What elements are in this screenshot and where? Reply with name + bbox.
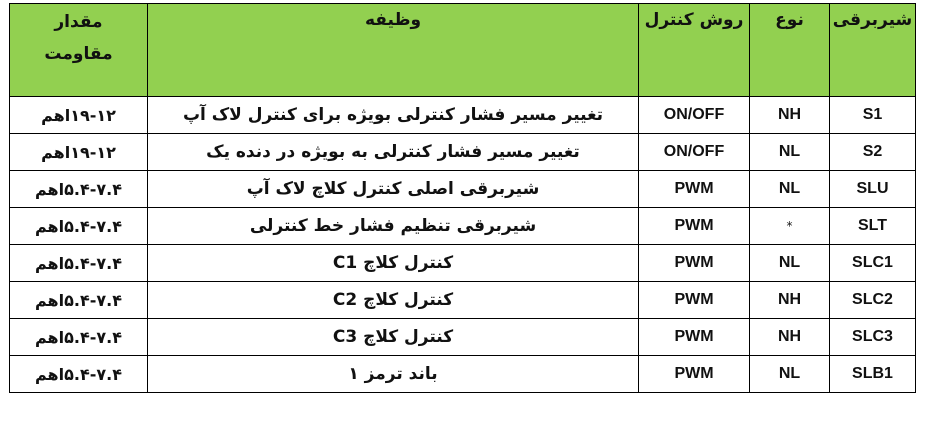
cell-function: تغییر مسیر فشار کنترلی بویژه برای کنترل لاک آپ bbox=[148, 97, 639, 134]
cell-control: ON/OFF bbox=[639, 134, 750, 171]
cell-function: تغییر مسیر فشار کنترلی به بویژه در دنده یک bbox=[148, 134, 639, 171]
header-resistance-line2: مقاومت bbox=[44, 44, 113, 64]
cell-resistance: ۱۹-۱۲اهم bbox=[10, 97, 148, 134]
cell-control: PWM bbox=[639, 171, 750, 208]
cell-control: PWM bbox=[639, 208, 750, 245]
cell-resistance: ۵.۴-۷.۴اهم bbox=[10, 208, 148, 245]
cell-resistance: ۵.۴-۷.۴اهم bbox=[10, 356, 148, 393]
cell-control: PWM bbox=[639, 245, 750, 282]
cell-control: PWM bbox=[639, 356, 750, 393]
cell-resistance: ۱۹-۱۲اهم bbox=[10, 134, 148, 171]
header-type: نوع bbox=[750, 4, 830, 97]
cell-control: ON/OFF bbox=[639, 97, 750, 134]
cell-type: NL bbox=[750, 134, 830, 171]
solenoid-valve-table bbox=[9, 3, 916, 393]
cell-resistance: ۵.۴-۷.۴اهم bbox=[10, 245, 148, 282]
cell-control: PWM bbox=[639, 319, 750, 356]
cell-function: باند ترمز ۱ bbox=[148, 356, 639, 393]
cell-function: کنترل کلاچ C2 bbox=[148, 282, 639, 319]
cell-resistance: ۵.۴-۷.۴اهم bbox=[10, 282, 148, 319]
table-row bbox=[10, 245, 916, 282]
cell-valve: SLC2 bbox=[830, 282, 916, 319]
cell-valve: SLC3 bbox=[830, 319, 916, 356]
header-control-method: روش کنترل bbox=[639, 4, 750, 97]
cell-function: کنترل کلاچ C1 bbox=[148, 245, 639, 282]
solenoid-table-container bbox=[9, 3, 916, 393]
cell-function: شیربرقی اصلی کنترل کلاچ لاک آپ bbox=[148, 171, 639, 208]
table-row bbox=[10, 319, 916, 356]
cell-function: شیربرقی تنظیم فشار خط کنترلی bbox=[148, 208, 639, 245]
header-resistance-line1: مقدار bbox=[54, 12, 103, 32]
cell-valve: SLB1 bbox=[830, 356, 916, 393]
cell-valve: SLU bbox=[830, 171, 916, 208]
table-row bbox=[10, 282, 916, 319]
table-row bbox=[10, 171, 916, 208]
header-valve: شیربرقی bbox=[830, 4, 916, 97]
table-header-row bbox=[10, 4, 916, 97]
cell-valve: S1 bbox=[830, 97, 916, 134]
header-resistance bbox=[10, 4, 148, 97]
cell-function: کنترل کلاچ C3 bbox=[148, 319, 639, 356]
cell-control: PWM bbox=[639, 282, 750, 319]
cell-type: NL bbox=[750, 356, 830, 393]
cell-type: * bbox=[750, 208, 830, 245]
cell-valve: SLC1 bbox=[830, 245, 916, 282]
cell-valve: S2 bbox=[830, 134, 916, 171]
table-row bbox=[10, 356, 916, 393]
cell-valve: SLT bbox=[830, 208, 916, 245]
cell-resistance: ۵.۴-۷.۴اهم bbox=[10, 319, 148, 356]
cell-type: NL bbox=[750, 171, 830, 208]
table-row bbox=[10, 134, 916, 171]
cell-type: NL bbox=[750, 245, 830, 282]
header-function: وظیفه bbox=[148, 4, 639, 97]
cell-type: NH bbox=[750, 282, 830, 319]
cell-resistance: ۵.۴-۷.۴اهم bbox=[10, 171, 148, 208]
table-row bbox=[10, 208, 916, 245]
table-row bbox=[10, 97, 916, 134]
cell-type: NH bbox=[750, 319, 830, 356]
cell-type: NH bbox=[750, 97, 830, 134]
